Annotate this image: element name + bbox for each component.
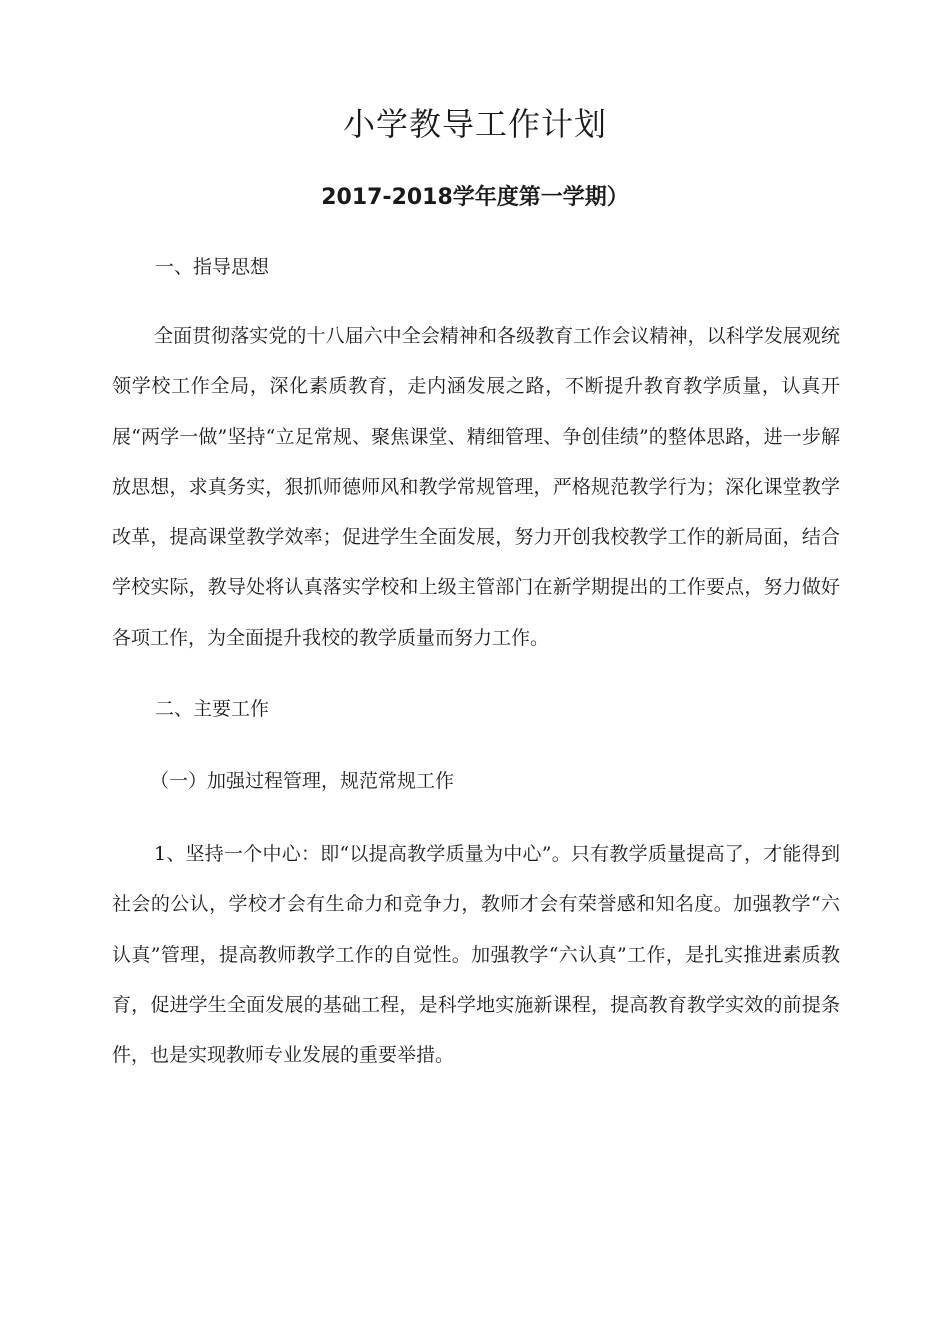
document-title: 小学教导工作计划	[342, 105, 607, 143]
guiding-thought-paragraph: 全面贯彻落实党的十八届六中全会精神和各级教育工作会议精神，以科学发展观统领学校工作全局，深化素质教育，走内涵发展之路，不断提升教育教学质量，认真开展“两学一做”坚持“立足常规、聚焦课堂、精细管理、争创佳绩”的整体思路，进一步解放思想，求真务实，狠抓师德师风和教学常规管理，严格规范教学行为；深化课堂教学改革，提高课堂教学效率；促进学生全面发展，努力开创我校教学工作的新局面，结合学校实际，教导处将认真落实学校和上级主管部门在新学期提出的工作要点，努力做好各项工作，为全面提升我校的教学质量而努力工作。	[112, 325, 840, 649]
section-heading-main-work: 二、主要工作	[155, 698, 270, 720]
item-one-paragraph: 1、坚持一个中心：即“以提高教学质量为中心”。只有教学质量提高了，才能得到社会的公认，学校才会有生命力和竞争力，教师才会有荣誉感和知名度。加强教学“六认真”管理，提高教师教学工作的自觉性。加强教学“六认真”工作，是扎实推进素质教育，促进学生全面发展的基础工程，是科学地实施新课程，提高教育教学实效的前提条件，也是实现教师专业发展的重要举措。	[112, 843, 840, 1067]
section-heading-guiding-thought: 一、指导思想	[155, 256, 270, 278]
subsection-heading-process-management: （一）加强过程管理，规范常规工作	[150, 770, 455, 792]
document-subtitle: 2017-2018学年度第一学期）	[321, 185, 629, 210]
